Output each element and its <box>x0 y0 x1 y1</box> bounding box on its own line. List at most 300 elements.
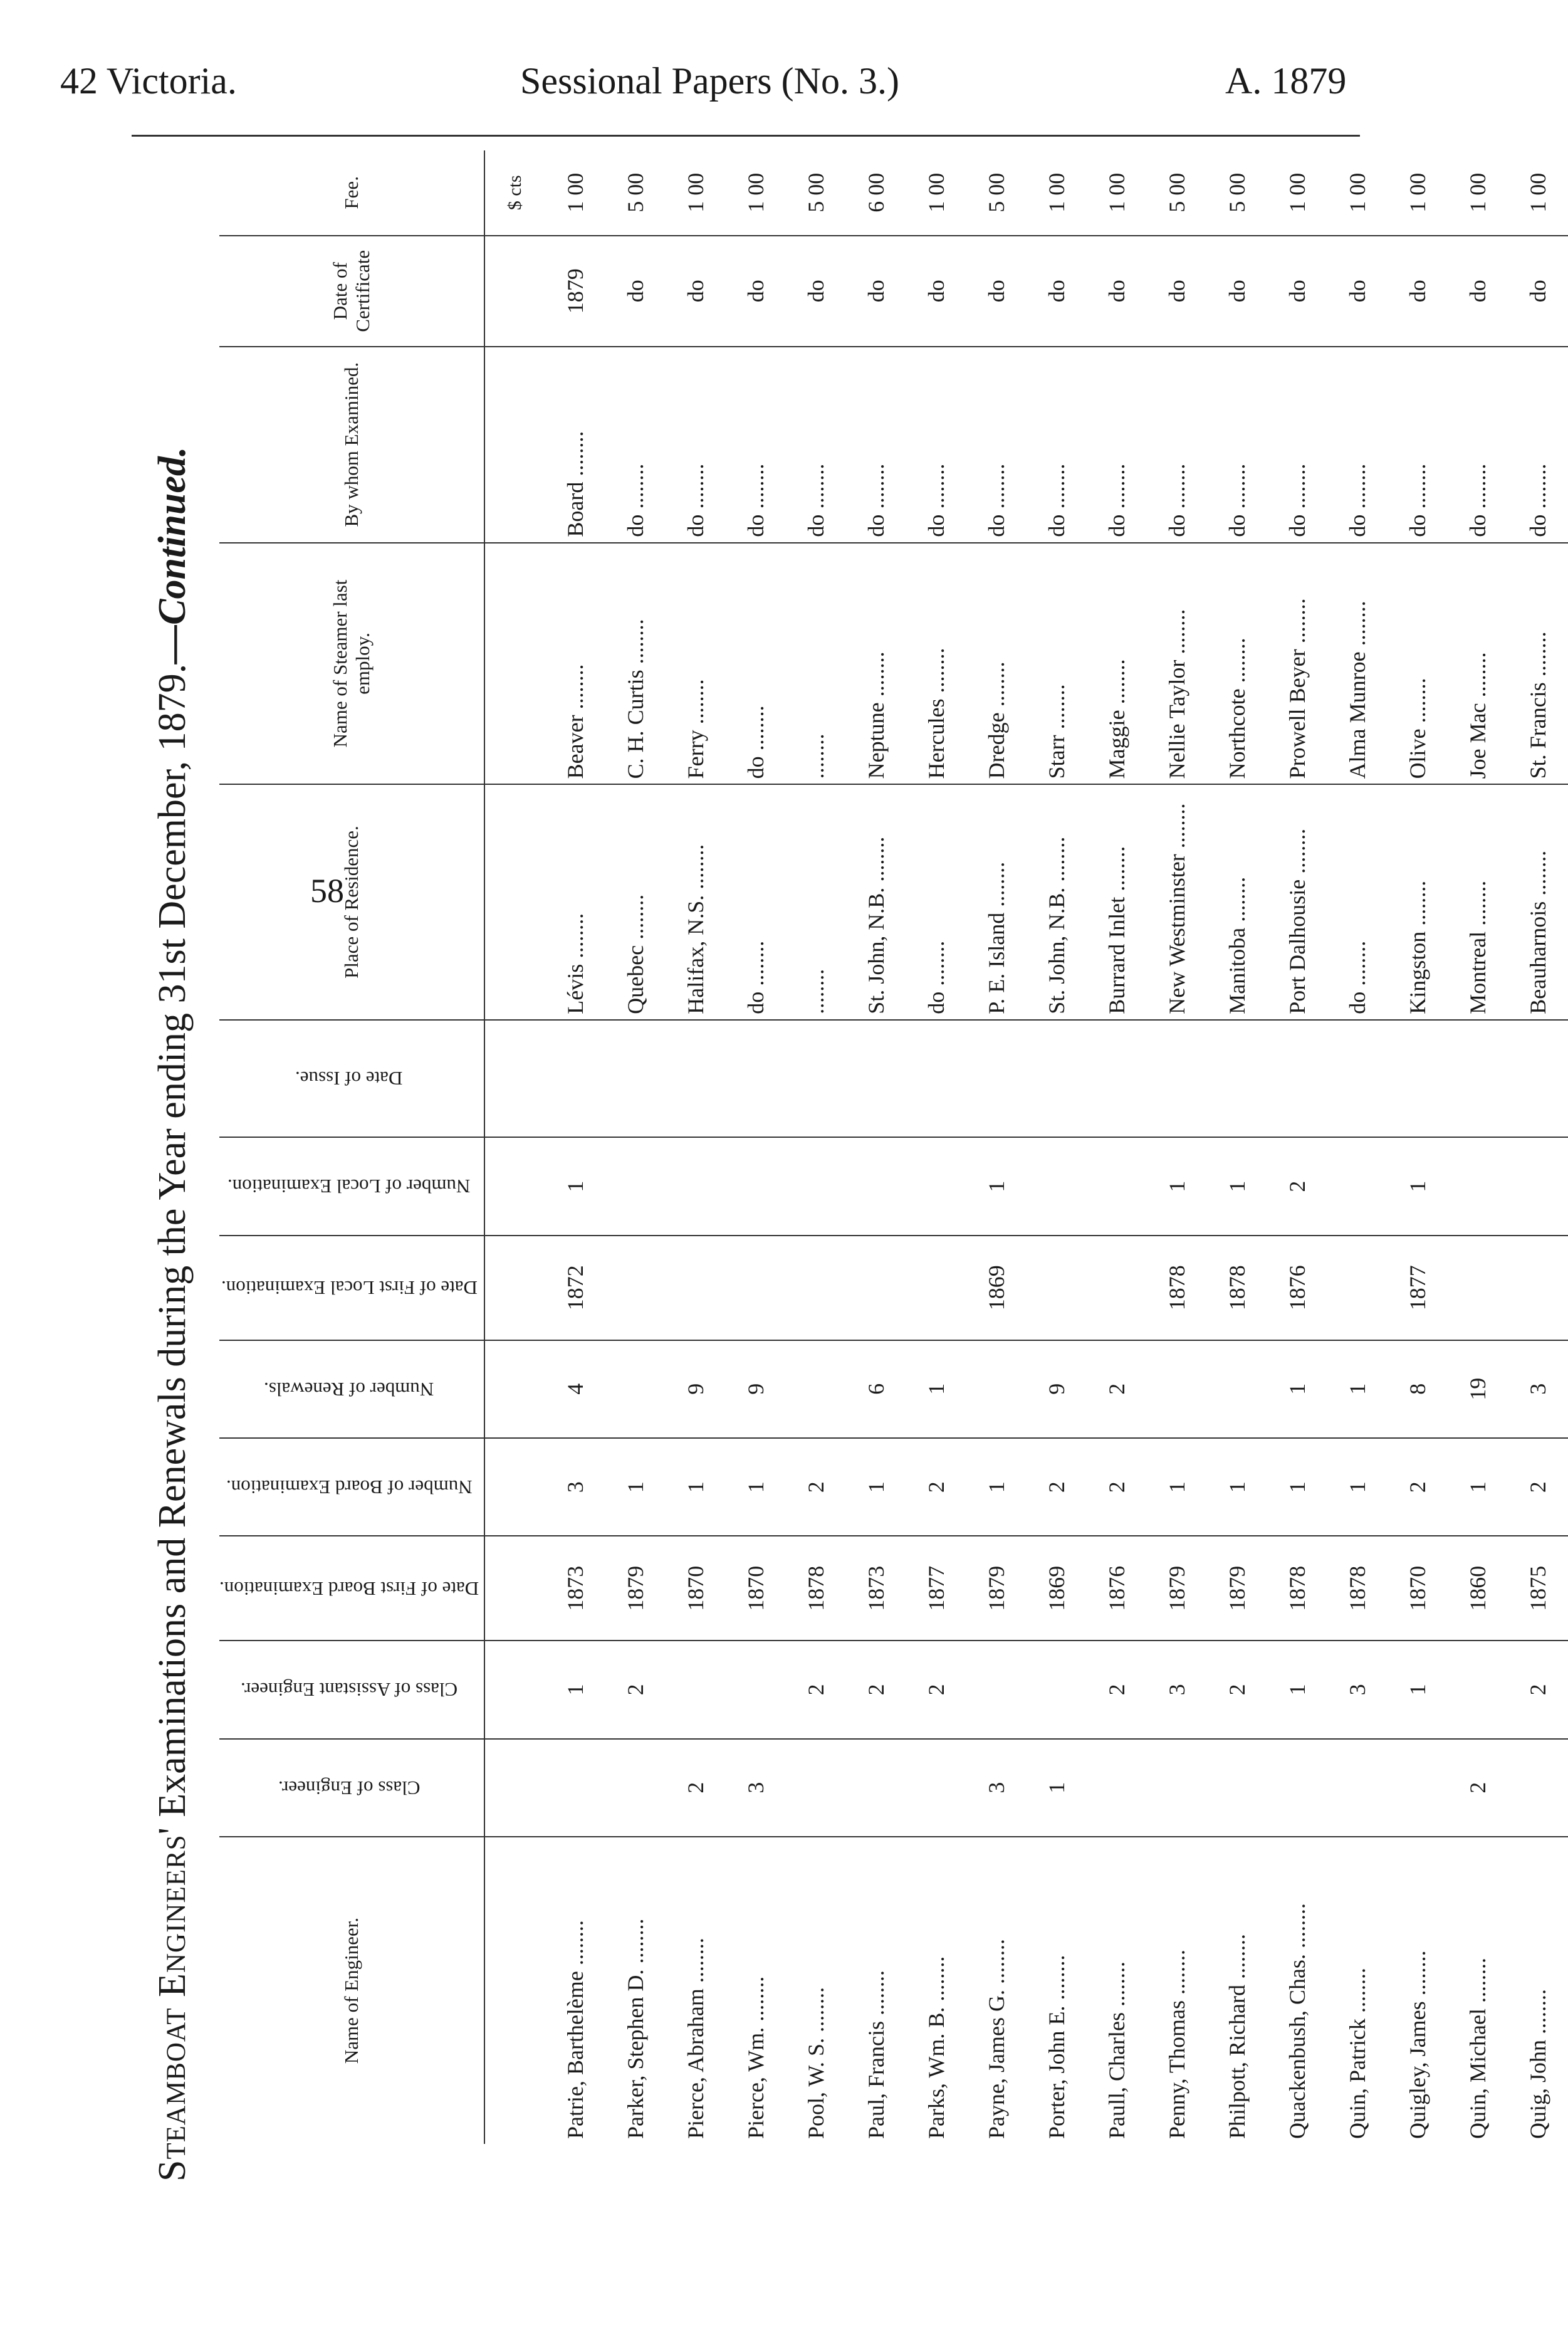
table-body <box>484 150 1568 2144</box>
cell-local-no: 1 <box>1147 1137 1207 1235</box>
cell-local-date <box>1027 1236 1087 1340</box>
cell-board-date: 1875 <box>1508 1536 1568 1641</box>
units-cell <box>484 1137 545 1235</box>
cell-name: Quig, John ..... <box>1508 1837 1568 2144</box>
cell-asst: 2 <box>1508 1641 1568 1738</box>
cell-renewals: 8 <box>1388 1340 1448 1438</box>
cell-board-date: 1869 <box>1027 1536 1087 1641</box>
cell-by: do ..... <box>1388 347 1448 543</box>
cell-local-date: 1878 <box>1147 1236 1207 1340</box>
cell-board-no: 1 <box>1448 1438 1508 1536</box>
column-header-label: Date of Issue. <box>295 1068 403 1090</box>
cell-by: do ..... <box>1147 347 1207 543</box>
units-cell <box>484 1837 545 2144</box>
cell-renewals: 9 <box>1027 1340 1087 1438</box>
cell-issue <box>1087 1020 1147 1138</box>
cell-fee: 5 00 <box>1147 150 1207 236</box>
column-header <box>219 784 484 1019</box>
cell-board-no: 1 <box>726 1438 786 1536</box>
cell-issue <box>666 1020 726 1138</box>
column-header <box>219 1137 484 1235</box>
cell-steamer: St. Francis ..... <box>1508 543 1568 785</box>
table-row <box>1327 150 1388 2144</box>
cell-board-date: 1873 <box>846 1536 906 1641</box>
cell-fee: 1 00 <box>1087 150 1147 236</box>
column-header-label: Name of Engineer. <box>340 1917 363 2064</box>
cell-by: do ..... <box>1448 347 1508 543</box>
cell-issue <box>726 1020 786 1138</box>
cell-board-date: 1878 <box>786 1536 846 1641</box>
table-row <box>1508 150 1568 2144</box>
column-header <box>219 1020 484 1138</box>
cell-place: Montreal ..... <box>1448 784 1508 1019</box>
cell-name: Parker, Stephen D. ..... <box>605 1837 666 2144</box>
cell-board-date: 1876 <box>1087 1536 1147 1641</box>
cell-cert: do <box>1207 236 1267 347</box>
cell-board-date: 1879 <box>1147 1536 1207 1641</box>
cell-asst: 2 <box>605 1641 666 1738</box>
cell-cls: 2 <box>1448 1739 1508 1837</box>
cell-local-date <box>1508 1236 1568 1340</box>
cell-name: Paull, Charles ..... <box>1087 1837 1147 2144</box>
cell-local-date <box>605 1236 666 1340</box>
cell-steamer: Hercules ..... <box>906 543 966 785</box>
cell-steamer: do ..... <box>726 543 786 785</box>
cell-place: do ..... <box>1327 784 1388 1019</box>
cell-issue <box>545 1020 605 1138</box>
cell-name: Quin, Michael ..... <box>1448 1837 1508 2144</box>
cell-name: Quackenbush, Chas. ..... <box>1267 1837 1327 2144</box>
column-header <box>219 1837 484 2144</box>
cell-board-no: 1 <box>846 1438 906 1536</box>
cell-board-date: 1879 <box>1207 1536 1267 1641</box>
column-header <box>219 347 484 543</box>
table-row <box>1207 150 1267 2144</box>
cell-renewals: 2 <box>1087 1340 1147 1438</box>
cell-by: do ..... <box>1508 347 1568 543</box>
cell-cls <box>846 1739 906 1837</box>
cell-by: do ..... <box>1327 347 1388 543</box>
cell-local-no <box>1087 1137 1147 1235</box>
cell-fee: 5 00 <box>786 150 846 236</box>
table-row <box>1267 150 1327 2144</box>
cell-local-date <box>1087 1236 1147 1340</box>
cell-board-date: 1878 <box>1267 1536 1327 1641</box>
cell-place: Halifax, N.S. ..... <box>666 784 726 1019</box>
cell-name: Quin, Patrick ..... <box>1327 1837 1388 2144</box>
cell-asst: 1 <box>545 1641 605 1738</box>
cell-issue <box>1508 1020 1568 1138</box>
cell-cls <box>1508 1739 1568 1837</box>
cell-board-no: 2 <box>906 1438 966 1536</box>
table-row <box>726 150 786 2144</box>
column-header <box>219 543 484 785</box>
cell-fee: 1 00 <box>1448 150 1508 236</box>
cell-board-no: 2 <box>786 1438 846 1536</box>
cell-cert: do <box>605 236 666 347</box>
table-row <box>846 150 906 2144</box>
cell-cls: 2 <box>666 1739 726 1837</box>
cell-asst: 2 <box>1207 1641 1267 1738</box>
cell-cls <box>1388 1739 1448 1837</box>
cell-fee: 1 00 <box>545 150 605 236</box>
units-cell <box>484 1020 545 1138</box>
rotated-table-sheet <box>138 144 1550 2182</box>
cell-local-no: 2 <box>1267 1137 1327 1235</box>
cell-local-date <box>726 1236 786 1340</box>
cell-issue <box>906 1020 966 1138</box>
cell-cert: do <box>1508 236 1568 347</box>
cell-board-date: 1878 <box>1327 1536 1388 1641</box>
cell-local-no <box>726 1137 786 1235</box>
cell-cert: do <box>906 236 966 347</box>
cell-asst: 2 <box>1087 1641 1147 1738</box>
cell-steamer: Nellie Taylor ..... <box>1147 543 1207 785</box>
cell-place: Kingston ..... <box>1388 784 1448 1019</box>
cell-by: do ..... <box>666 347 726 543</box>
cell-local-date: 1877 <box>1388 1236 1448 1340</box>
cell-renewals: 3 <box>1508 1340 1568 1438</box>
cell-cls: 3 <box>966 1739 1027 1837</box>
units-cell <box>484 1236 545 1340</box>
cell-cert: do <box>786 236 846 347</box>
cell-issue <box>1147 1020 1207 1138</box>
cell-board-date: 1870 <box>666 1536 726 1641</box>
column-header-label: Date of First Board Examination. <box>219 1577 479 1600</box>
cell-place: Lévis ..... <box>545 784 605 1019</box>
cell-by: do ..... <box>1267 347 1327 543</box>
cell-fee: 1 00 <box>1327 150 1388 236</box>
cell-cert: do <box>1327 236 1388 347</box>
table-row <box>786 150 846 2144</box>
cell-fee: 1 00 <box>1388 150 1448 236</box>
cell-cls <box>1087 1739 1147 1837</box>
cell-by: do ..... <box>1087 347 1147 543</box>
cell-name: Parks, Wm. B. ..... <box>906 1837 966 2144</box>
column-header-label: Date of Certificate <box>329 249 374 332</box>
cell-board-no: 1 <box>966 1438 1027 1536</box>
cell-cert: do <box>1267 236 1327 347</box>
cell-asst: 2 <box>786 1641 846 1738</box>
cell-steamer: Maggie ..... <box>1087 543 1147 785</box>
cell-board-no: 1 <box>1327 1438 1388 1536</box>
column-header-label: Number of Board Examination. <box>226 1476 473 1498</box>
cell-board-date: 1860 <box>1448 1536 1508 1641</box>
cell-place <box>786 784 846 1019</box>
cell-local-no: 1 <box>1207 1137 1267 1235</box>
cell-place: do ..... <box>906 784 966 1019</box>
caption-suffix: —Continued. <box>151 446 194 664</box>
cell-fee: 1 00 <box>1508 150 1568 236</box>
cell-local-date <box>1327 1236 1388 1340</box>
column-header-label: Place of Residence. <box>340 826 363 979</box>
cell-issue <box>966 1020 1027 1138</box>
cell-asst <box>1448 1641 1508 1738</box>
cell-cert: do <box>846 236 906 347</box>
cell-renewals: 1 <box>1267 1340 1327 1438</box>
cell-board-date: 1873 <box>545 1536 605 1641</box>
column-header-row <box>219 150 484 2144</box>
column-header-label: Date of First Local Examination. <box>221 1277 478 1300</box>
cell-asst: 3 <box>1147 1641 1207 1738</box>
cell-local-date: 1878 <box>1207 1236 1267 1340</box>
cell-issue <box>1388 1020 1448 1138</box>
cell-steamer: C. H. Curtis ..... <box>605 543 666 785</box>
table-row <box>1087 150 1147 2144</box>
cell-renewals: 6 <box>846 1340 906 1438</box>
cell-local-no <box>1327 1137 1388 1235</box>
cell-cls <box>1147 1739 1207 1837</box>
cell-local-date: 1869 <box>966 1236 1027 1340</box>
cell-issue <box>846 1020 906 1138</box>
cell-steamer <box>786 543 846 785</box>
cell-renewals: 9 <box>726 1340 786 1438</box>
column-header-label: Fee. <box>340 176 363 209</box>
table-row <box>906 150 966 2144</box>
column-header <box>219 1236 484 1340</box>
cell-place: St. John, N.B. ..... <box>846 784 906 1019</box>
cell-by: Board ..... <box>545 347 605 543</box>
cell-fee: 5 00 <box>966 150 1027 236</box>
cell-renewals: 1 <box>1327 1340 1388 1438</box>
table-row <box>1448 150 1508 2144</box>
cell-board-no: 2 <box>1027 1438 1087 1536</box>
cell-renewals <box>1207 1340 1267 1438</box>
cell-board-no: 1 <box>1267 1438 1327 1536</box>
cell-place: do ..... <box>726 784 786 1019</box>
cell-place: Burrard Inlet ..... <box>1087 784 1147 1019</box>
cell-local-date <box>666 1236 726 1340</box>
table-row <box>1147 150 1207 2144</box>
column-header <box>219 150 484 236</box>
cell-steamer: Northcote ..... <box>1207 543 1267 785</box>
cell-fee: 1 00 <box>906 150 966 236</box>
column-header-label: Name of Steamer last employ. <box>329 579 374 748</box>
cell-fee: 1 00 <box>666 150 726 236</box>
cell-steamer: Olive ..... <box>1388 543 1448 785</box>
cell-cert: do <box>726 236 786 347</box>
cell-local-date <box>1448 1236 1508 1340</box>
cell-issue <box>1027 1020 1087 1138</box>
cell-name: Pool, W. S. ..... <box>786 1837 846 2144</box>
header-rule <box>132 135 1360 137</box>
cell-steamer: Alma Munroe ..... <box>1327 543 1388 785</box>
cell-asst <box>966 1641 1027 1738</box>
cell-cert: do <box>1087 236 1147 347</box>
cell-local-date <box>786 1236 846 1340</box>
cell-cert: 1879 <box>545 236 605 347</box>
running-head-right: A. 1879 <box>1225 60 1347 102</box>
units-cell <box>484 1340 545 1438</box>
cell-asst: 2 <box>906 1641 966 1738</box>
cell-cert: do <box>666 236 726 347</box>
cell-fee: 5 00 <box>605 150 666 236</box>
cell-fee: 1 00 <box>1027 150 1087 236</box>
cell-board-no: 3 <box>545 1438 605 1536</box>
cell-name: Paul, Francis ..... <box>846 1837 906 2144</box>
cell-steamer: Prowell Beyer ..... <box>1267 543 1327 785</box>
cell-steamer: Ferry ..... <box>666 543 726 785</box>
cell-steamer: Joe Mac ..... <box>1448 543 1508 785</box>
cell-board-no: 1 <box>605 1438 666 1536</box>
table-row <box>966 150 1027 2144</box>
cell-name: Philpott, Richard ..... <box>1207 1837 1267 2144</box>
cell-name: Payne, James G. ..... <box>966 1837 1027 2144</box>
fee-units: $ cts <box>484 150 545 236</box>
cell-local-no <box>1027 1137 1087 1235</box>
cell-cert: do <box>1448 236 1508 347</box>
cell-cls <box>545 1739 605 1837</box>
cell-renewals <box>966 1340 1027 1438</box>
cell-board-no: 2 <box>1388 1438 1448 1536</box>
cell-cert: do <box>966 236 1027 347</box>
cell-renewals <box>786 1340 846 1438</box>
cell-local-no <box>666 1137 726 1235</box>
cell-fee: 1 00 <box>726 150 786 236</box>
cell-issue <box>1267 1020 1327 1138</box>
units-cell <box>484 347 545 543</box>
column-header <box>219 236 484 347</box>
cell-by: do ..... <box>605 347 666 543</box>
cell-fee: 1 00 <box>1267 150 1327 236</box>
column-header <box>219 1340 484 1438</box>
cell-steamer: Neptune ..... <box>846 543 906 785</box>
column-header-label: Class of Engineer. <box>278 1777 421 1799</box>
units-cell <box>484 1641 545 1738</box>
cell-local-no <box>1448 1137 1508 1235</box>
cell-board-no: 1 <box>1147 1438 1207 1536</box>
cell-asst: 2 <box>846 1641 906 1738</box>
cell-cls: 1 <box>1027 1739 1087 1837</box>
examinations-table <box>219 150 1568 2144</box>
table-row <box>1027 150 1087 2144</box>
cell-issue <box>1327 1020 1388 1138</box>
cell-renewals: 19 <box>1448 1340 1508 1438</box>
cell-renewals: 1 <box>906 1340 966 1438</box>
cell-by: do ..... <box>726 347 786 543</box>
cell-asst <box>666 1641 726 1738</box>
cell-board-date: 1870 <box>726 1536 786 1641</box>
running-head-left: 42 Victoria. <box>60 60 237 102</box>
column-header <box>219 1739 484 1837</box>
cell-local-date <box>846 1236 906 1340</box>
cell-by: do ..... <box>846 347 906 543</box>
cell-cls <box>1327 1739 1388 1837</box>
table-row <box>605 150 666 2144</box>
cell-fee: 6 00 <box>846 150 906 236</box>
cell-steamer: Starr ..... <box>1027 543 1087 785</box>
cell-name: Pierce, Abraham ..... <box>666 1837 726 2144</box>
cell-cls: 3 <box>726 1739 786 1837</box>
cell-name: Penny, Thomas ..... <box>1147 1837 1207 2144</box>
cell-cls <box>605 1739 666 1837</box>
cell-board-no: 1 <box>666 1438 726 1536</box>
cell-place: Beauharnois ..... <box>1508 784 1568 1019</box>
cell-local-no: 1 <box>966 1137 1027 1235</box>
cell-place: Quebec ..... <box>605 784 666 1019</box>
cell-place: St. John, N.B. ..... <box>1027 784 1087 1019</box>
cell-board-date: 1870 <box>1388 1536 1448 1641</box>
cell-name: Pierce, Wm. ..... <box>726 1837 786 2144</box>
cell-fee: 5 00 <box>1207 150 1267 236</box>
column-header-label: Number of Renewals. <box>264 1378 434 1400</box>
cell-local-no <box>786 1137 846 1235</box>
cell-by: do ..... <box>786 347 846 543</box>
cell-local-no: 1 <box>1388 1137 1448 1235</box>
cell-board-date: 1879 <box>605 1536 666 1641</box>
cell-renewals: 9 <box>666 1340 726 1438</box>
cell-local-no <box>1508 1137 1568 1235</box>
cell-by: do ..... <box>966 347 1027 543</box>
table-row <box>666 150 726 2144</box>
cell-board-no: 2 <box>1508 1438 1568 1536</box>
cell-issue <box>786 1020 846 1138</box>
units-cell <box>484 543 545 785</box>
cell-asst: 1 <box>1267 1641 1327 1738</box>
units-cell <box>484 1536 545 1641</box>
cell-local-date: 1876 <box>1267 1236 1327 1340</box>
cell-cert: do <box>1388 236 1448 347</box>
cell-cls <box>1267 1739 1327 1837</box>
cell-renewals <box>1147 1340 1207 1438</box>
column-header <box>219 1536 484 1641</box>
caption-lead: Steamboat Engineers' <box>151 1827 194 2182</box>
cell-issue <box>605 1020 666 1138</box>
cell-board-date: 1877 <box>906 1536 966 1641</box>
cell-asst: 3 <box>1327 1641 1388 1738</box>
cell-cls <box>1207 1739 1267 1837</box>
cell-local-date: 1872 <box>545 1236 605 1340</box>
cell-issue <box>1207 1020 1267 1138</box>
cell-steamer: Beaver ..... <box>545 543 605 785</box>
cell-asst <box>1027 1641 1087 1738</box>
units-cell <box>484 236 545 347</box>
table-row <box>1388 150 1448 2144</box>
cell-issue <box>1448 1020 1508 1138</box>
cell-asst: 1 <box>1388 1641 1448 1738</box>
cell-place: Port Dalhousie ..... <box>1267 784 1327 1019</box>
cell-name: Porter, John E. ..... <box>1027 1837 1087 2144</box>
cell-steamer: Dredge ..... <box>966 543 1027 785</box>
table-row <box>545 150 605 2144</box>
cell-local-date <box>906 1236 966 1340</box>
running-head-center: Sessional Papers (No. 3.) <box>520 60 899 102</box>
cell-place: P. E. Island ..... <box>966 784 1027 1019</box>
cell-renewals: 4 <box>545 1340 605 1438</box>
cell-board-no: 1 <box>1207 1438 1267 1536</box>
caption-main: Examinations and Renewals during the Year ending 31st December, 1879. <box>151 663 194 1817</box>
column-header-label: Class of Assistant Engineer. <box>240 1679 458 1701</box>
column-header-label: By whom Examined. <box>340 362 363 527</box>
page-number: 58 <box>310 872 344 910</box>
cell-by: do ..... <box>906 347 966 543</box>
cell-local-no <box>846 1137 906 1235</box>
cell-local-no <box>605 1137 666 1235</box>
cell-place: Manitoba ..... <box>1207 784 1267 1019</box>
cell-board-date: 1879 <box>966 1536 1027 1641</box>
cell-renewals <box>605 1340 666 1438</box>
cell-cert: do <box>1147 236 1207 347</box>
units-row <box>484 150 545 2144</box>
table-caption <box>138 144 207 2182</box>
cell-cert: do <box>1027 236 1087 347</box>
cell-cls <box>906 1739 966 1837</box>
column-header <box>219 1641 484 1738</box>
cell-by: do ..... <box>1207 347 1267 543</box>
units-cell <box>484 784 545 1019</box>
column-header <box>219 1438 484 1536</box>
units-cell <box>484 1438 545 1536</box>
